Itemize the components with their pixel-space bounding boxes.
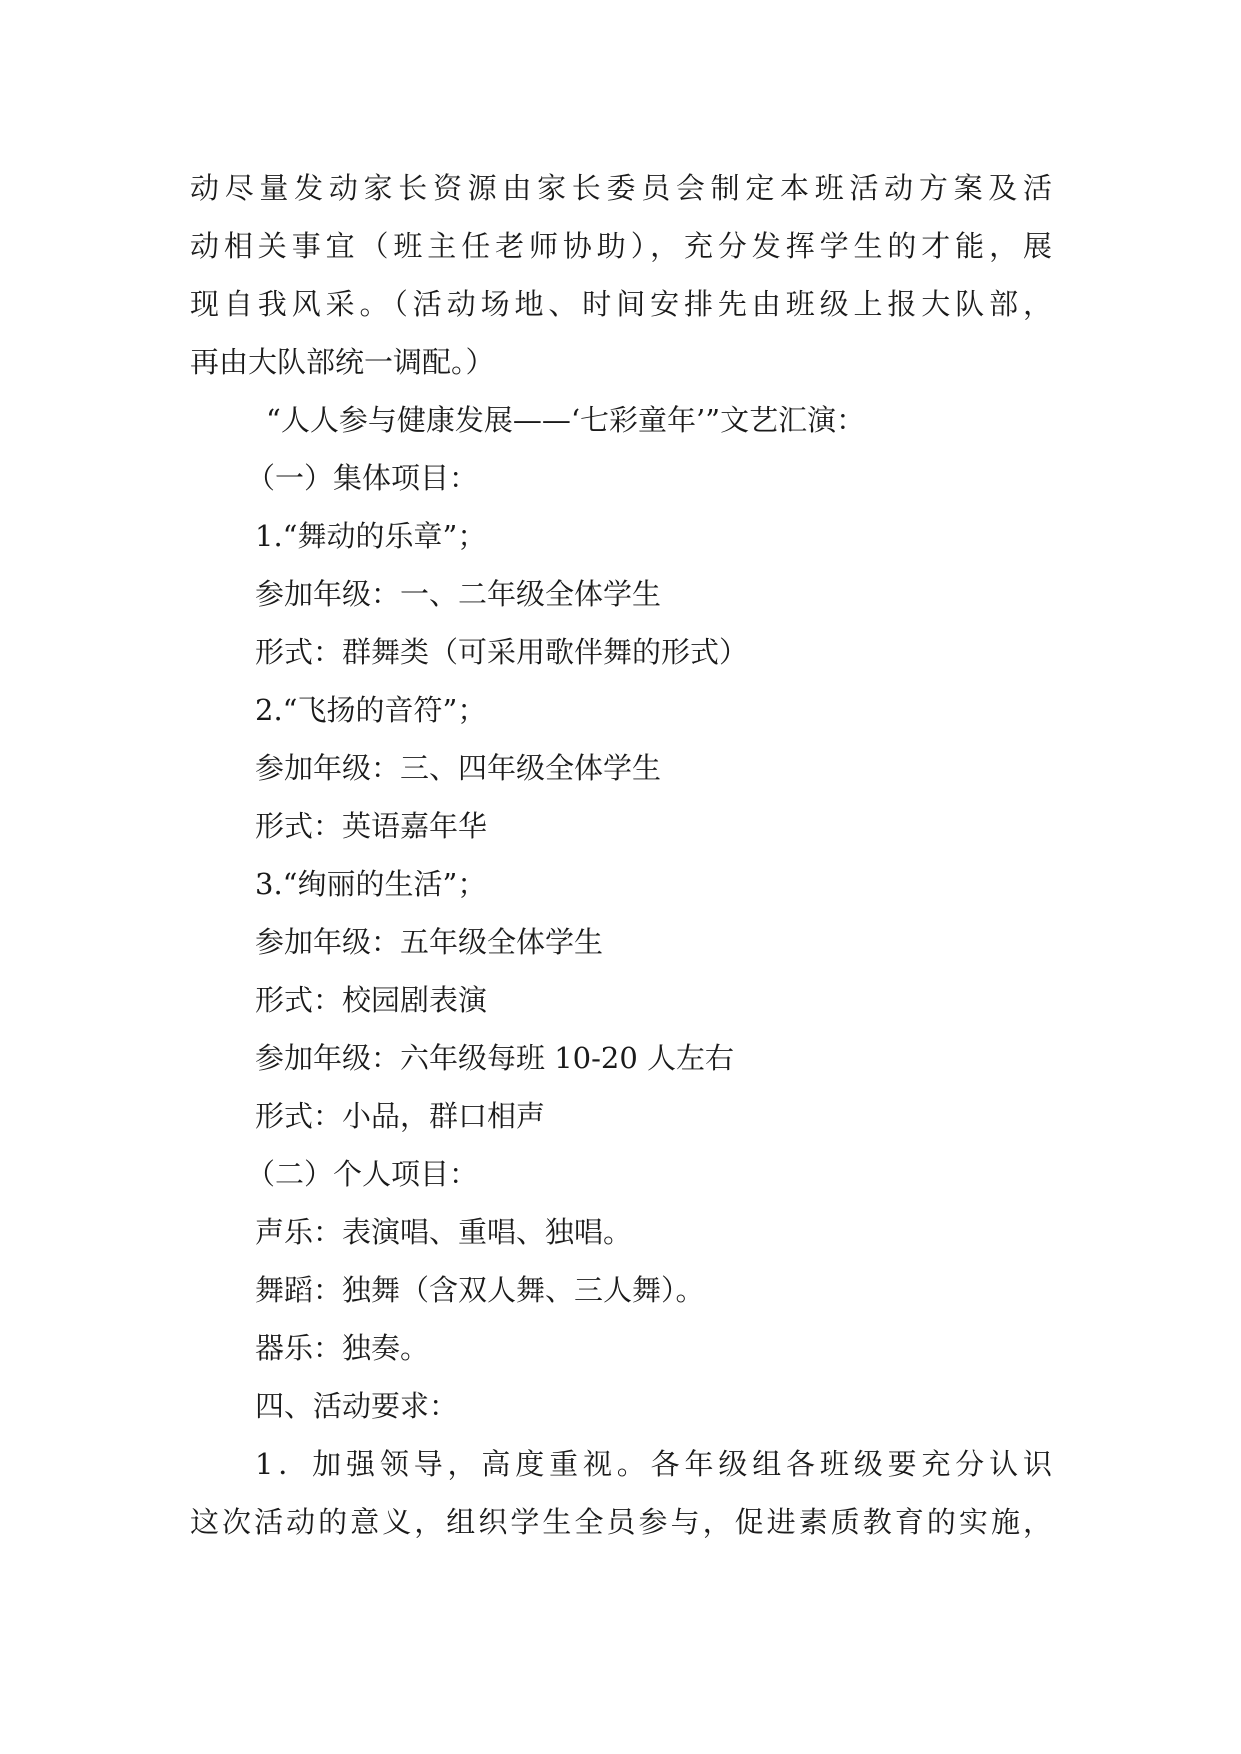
requirements-heading: 四、活动要求：: [255, 1389, 459, 1423]
group-item-3-title: 3.“绚丽的生活”；: [255, 867, 487, 901]
group-item-2-grade: 参加年级：三、四年级全体学生: [255, 751, 662, 785]
group-extra-form: 形式：小品，群口相声: [255, 1099, 546, 1133]
group-item-1-grade: 参加年级：一、二年级全体学生: [255, 577, 662, 611]
group-item-1-title: 1.“舞动的乐章”；: [255, 519, 487, 553]
intro-line-1: 动尽量发动家长资源由家长委员会制定本班活动方案及活: [190, 171, 1052, 205]
group-extra-grade: 参加年级：六年级每班 10-20 人左右: [255, 1041, 735, 1075]
individual-item-dance: 舞蹈：独舞（含双人舞、三人舞）。: [255, 1273, 705, 1307]
group-item-3-form: 形式：校园剧表演: [255, 983, 488, 1017]
performance-title: “人人参与健康发展——‘七彩童年’”文艺汇演：: [266, 403, 866, 437]
group-item-2-title: 2.“飞扬的音符”；: [255, 693, 487, 727]
group-item-2-form: 形式：英语嘉年华: [255, 809, 488, 843]
group-item-1-form: 形式：群舞类（可采用歌伴舞的形式）: [255, 635, 749, 669]
individual-item-vocal: 声乐：表演唱、重唱、独唱。: [255, 1215, 633, 1249]
requirements-line-1: 1．加强领导，高度重视。各年级组各班级要充分认识: [255, 1447, 1052, 1481]
intro-line-4: 再由大队部统一调配。）: [190, 345, 495, 379]
intro-line-3: 现自我风采。（活动场地、时间安排先由班级上报大队部，: [190, 287, 1052, 321]
requirements-line-2: 这次活动的意义，组织学生全员参与，促进素质教育的实施，: [190, 1505, 1052, 1539]
intro-line-2: 动相关事宜（班主任老师协助），充分发挥学生的才能，展: [190, 229, 1052, 263]
individual-section-heading: （二）个人项目：: [246, 1157, 479, 1191]
individual-item-instrument: 器乐：独奏。: [255, 1331, 430, 1365]
group-item-3-grade: 参加年级：五年级全体学生: [255, 925, 604, 959]
group-section-heading: （一）集体项目：: [246, 461, 479, 495]
